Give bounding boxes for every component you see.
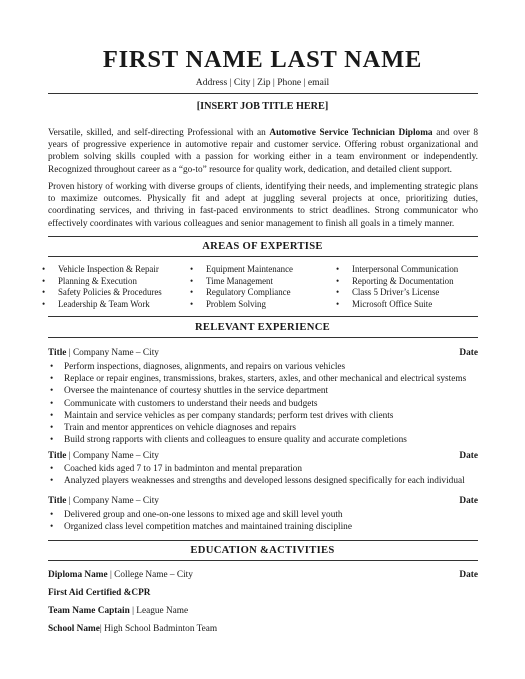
- section-divider: [48, 337, 478, 338]
- section-divider: [48, 236, 478, 237]
- education-diploma: Diploma Name | College Name – City Date: [48, 570, 478, 580]
- list-item: • Replace or repair engines, transmissions, brakes, starters, axles, and other mechanical and electrical systems: [48, 373, 478, 385]
- diploma-highlight: Automotive Service Technician Diploma: [269, 128, 433, 138]
- contact-line: Address | City | Zip | Phone | email: [195, 77, 330, 88]
- job-date: Date: [459, 451, 478, 461]
- diploma-name: Diploma Name: [48, 570, 108, 580]
- candidate-name: FIRST NAME LAST NAME: [102, 46, 423, 73]
- job-bullets: [48, 361, 478, 446]
- school-name: School Name: [48, 624, 100, 634]
- job-bullets: [48, 509, 478, 533]
- summary-paragraph-1: Versatile, skilled, and self-directing Professional with an Automotive Service Technician Diploma and over 8 years of progressive experience in automotive repair and customer service. Offering robust organizational and problem solving skills coupled with a passion for working either in a team environment or independently. Recognized throughout career as a “go-to” resource for quality work, dedication, and detailed client support.: [48, 128, 478, 175]
- list-item: • Maintain and service vehicles as per company standards; perform test drives with clients: [48, 410, 478, 422]
- company-name: Company Name – City: [72, 348, 159, 358]
- list-item: • Analyzed players weaknesses and strengths and developed lessons designed specifically for each individual: [48, 475, 478, 487]
- expertise-column-1: [42, 264, 162, 310]
- skill-item: • Safety Policies & Procedures: [42, 287, 162, 299]
- list-item: • Perform inspections, diagnoses, alignments, and repairs on various vehicles: [48, 361, 478, 373]
- skill-item: • Time Management: [190, 276, 293, 288]
- section-divider: [48, 256, 478, 257]
- job-title-label: Title: [48, 496, 67, 506]
- list-item: • Train and mentor apprentices on vehicle diagnoses and repairs: [48, 422, 478, 434]
- list-item: • Delivered group and one-on-one lessons to mixed age and skill level youth: [48, 509, 478, 521]
- education-certification: First Aid Certified &CPR: [48, 588, 151, 598]
- job-title: [INSERT JOB TITLE HERE]: [196, 101, 329, 112]
- skill-item: • Vehicle Inspection & Repair: [42, 264, 162, 276]
- experience-heading: RELEVANT EXPERIENCE: [194, 322, 331, 333]
- skill-item: • Leadership & Team Work: [42, 299, 162, 311]
- section-divider: [48, 560, 478, 561]
- skill-item: • Microsoft Office Suite: [336, 299, 458, 311]
- education-date: Date: [459, 570, 478, 580]
- skill-item: • Problem Solving: [190, 299, 293, 311]
- education-heading: EDUCATION &ACTIVITIES: [190, 545, 335, 556]
- education-school: School Name| High School Badminton Team: [48, 624, 218, 634]
- skill-item: • Regulatory Compliance: [190, 287, 293, 299]
- job-header: Title | Company Name – City Date: [48, 348, 478, 358]
- job-title-label: Title: [48, 348, 67, 358]
- section-divider: [48, 540, 478, 541]
- team-name: Team Name Captain: [48, 606, 130, 616]
- skill-item: • Equipment Maintenance: [190, 264, 293, 276]
- skill-item: • Reporting & Documentation: [336, 276, 458, 288]
- list-item: • Oversee the maintenance of courtesy shuttles in the service department: [48, 385, 478, 397]
- expertise-column-3: [336, 264, 458, 310]
- expertise-heading: AREAS OF EXPERTISE: [202, 241, 323, 252]
- job-bullets: [48, 463, 478, 487]
- list-item: • Coached kids aged 7 to 17 in badminton and mental preparation: [48, 463, 478, 475]
- list-item: • Communicate with customers to understand their needs and budgets: [48, 398, 478, 410]
- company-name: Company Name – City: [72, 496, 159, 506]
- list-item: • Build strong rapports with clients and colleagues to ensure quality and accurate completions: [48, 434, 478, 446]
- job-date: Date: [459, 496, 478, 506]
- job-header: Title | Company Name – City Date: [48, 451, 478, 461]
- company-name: Company Name – City: [72, 451, 159, 461]
- job-header: Title | Company Name – City Date: [48, 496, 478, 506]
- skill-item: • Interpersonal Communication: [336, 264, 458, 276]
- header-divider: [48, 93, 478, 94]
- skill-item: • Class 5 Driver’s License: [336, 287, 458, 299]
- summary-paragraph-2: Proven history of working with diverse groups of clients, identifying their needs, and implementing strategic plans to maximize outcomes. Physically fit and adept at juggling several projects at once, prioritizing duties, coordinating services, and thriving in fast-paced environments to strict deadlines. Strong communicator who effectively coordinates with various colleagues and senior management to finish all goals in a timely manner.: [48, 182, 478, 229]
- expertise-column-2: [190, 264, 293, 310]
- job-date: Date: [459, 348, 478, 358]
- list-item: • Organized class level competition matches and maintained training discipline: [48, 521, 478, 533]
- job-title-label: Title: [48, 451, 67, 461]
- education-team: Team Name Captain | League Name: [48, 606, 189, 616]
- skill-item: • Planning & Execution: [42, 276, 162, 288]
- section-divider: [48, 316, 478, 317]
